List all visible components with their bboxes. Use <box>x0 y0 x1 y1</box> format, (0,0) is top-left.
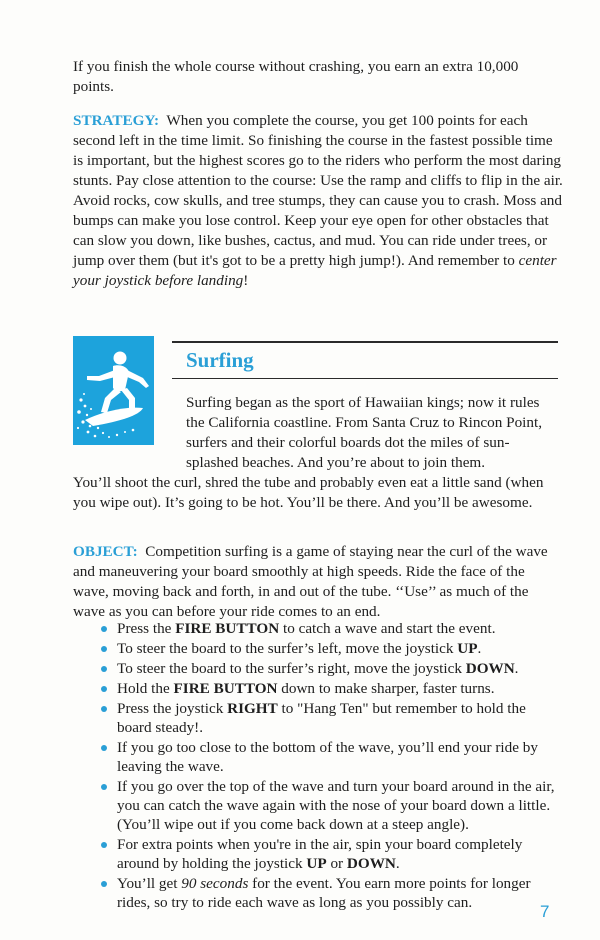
intro-paragraph <box>73 57 553 97</box>
bullet-icon <box>101 646 107 652</box>
bullet-icon <box>101 686 107 692</box>
strategy-paragraph <box>73 111 563 291</box>
list-item: You’ll get 90 seconds for the event. You earn more points for longer rides, so try to ride each wave as long as you possibly can. <box>98 874 560 912</box>
strategy-text: When you complete the course, you get 100 points for each second left in the time limit. So finishing the course in the fastest possible time is important, but the highest scores go to the riders who perform the most daring stunts. Pay close attention to the course: Use the ramp and cliffs to flip in the air. Avoid rocks, cow skulls, and tree stumps, they can cause you to crash. Moss and bumps can make you lose control. Keep your eye open for other obstacles that can slow you down, like bushes, cactus, and mud. You can ride under trees, or jump over them (but it's got to be a pretty high jump!). And remember to <box>73 112 563 269</box>
bullet-icon <box>101 666 107 672</box>
bullet-icon <box>101 881 107 887</box>
bullet-icon <box>101 626 107 632</box>
surfing-intro-paragraph: Surfing began as the sport of Hawaiian kings; now it rules the California coastline. From Santa Cruz to Rincon Point, surfers and their colorful boards dot the miles of sun-splashed beaches. And you’re about to join them. <box>186 394 543 471</box>
strategy-heading: STRATEGY: <box>73 112 160 129</box>
strategy-emphasis: center your joystick before landing <box>73 252 557 289</box>
section-title: Surfing <box>186 348 254 372</box>
bullet-icon <box>101 706 107 712</box>
object-text: Competition surfing is a game of staying near the curl of the wave and maneuvering your board smoothly at high speeds. Ride the face of the wave, moving back and forth, in and out of the tube. ‘‘Use’’ as much of the wave as you can before your ride comes to an end. <box>73 543 548 620</box>
surfer-icon <box>73 336 154 445</box>
bullet-icon <box>101 842 107 848</box>
surfing-intro-continuation: You’ll shoot the curl, shred the tube and probably even eat a little sand (when you wipe out). It’s going to be hot. You’ll be there. And you’ll be awesome. <box>73 474 544 511</box>
list-item: To steer the board to the surfer’s right, move the joystick DOWN. <box>98 659 560 678</box>
list-item: For extra points when you're in the air, spin your board completely around by holding the joystick UP or DOWN. <box>98 835 560 873</box>
bullet-icon <box>101 745 107 751</box>
list-item: Press the FIRE BUTTON to catch a wave and start the event. <box>98 619 560 638</box>
list-item: Hold the FIRE BUTTON down to make sharper, faster turns. <box>98 679 560 698</box>
list-item: To steer the board to the surfer’s left, move the joystick UP. <box>98 639 560 658</box>
bullet-icon <box>101 784 107 790</box>
section-rule-top <box>172 341 558 343</box>
object-paragraph <box>73 542 563 622</box>
section-rule-bottom <box>172 378 558 379</box>
list-item: If you go over the top of the wave and turn your board around in the air, you can catch the wave again with the nose of your board down a little. (You’ll wipe out if you come back down at a steep angle). <box>98 777 560 834</box>
strategy-end: ! <box>243 272 249 289</box>
intro-text: If you finish the whole course without crashing, you earn an extra 10,000 points. <box>73 58 519 95</box>
page-number: 7 <box>540 902 550 921</box>
list-item: If you go too close to the bottom of the wave, you’ll end your ride by leaving the wave. <box>98 738 560 776</box>
controls-list <box>98 619 560 913</box>
object-heading: OBJECT: <box>73 543 138 560</box>
list-item: Press the joystick RIGHT to "Hang Ten" but remember to hold the board steady!. <box>98 699 560 737</box>
